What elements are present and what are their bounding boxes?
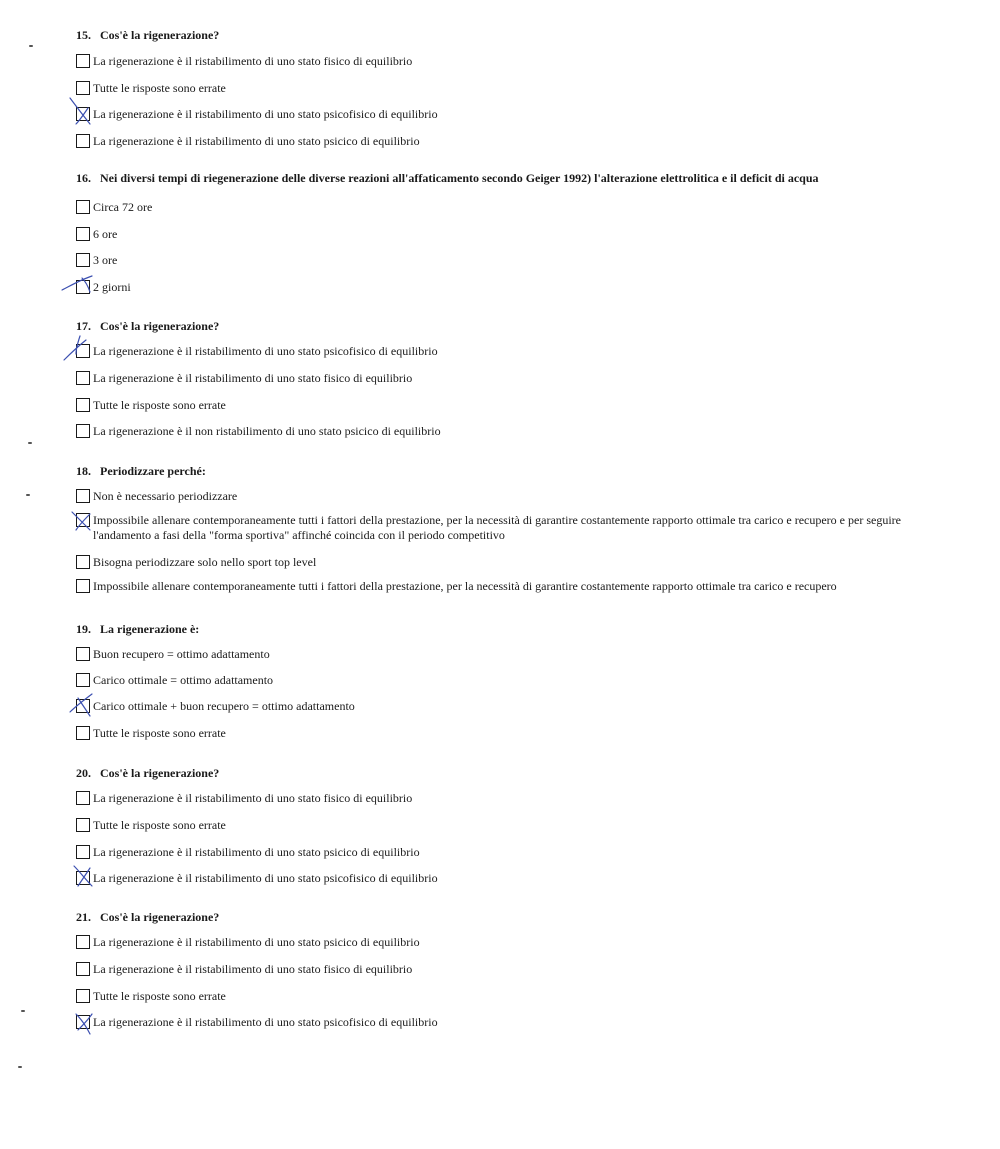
answer-option[interactable]: [76, 81, 926, 96]
answer-option[interactable]: [76, 424, 926, 439]
checkbox[interactable]: [76, 791, 90, 805]
answer-label: Tutte le risposte sono errate: [93, 81, 226, 95]
scan-speck: [18, 1066, 22, 1068]
answer-label: La rigenerazione è il ristabilimento di uno stato psicico di equilibrio: [93, 935, 420, 949]
question-number: 17.: [76, 319, 91, 333]
answer-option[interactable]: [76, 54, 926, 69]
checkbox[interactable]: [76, 398, 90, 412]
answer-label: La rigenerazione è il ristabilimento di uno stato psicofisico di equilibrio: [93, 871, 438, 885]
question-text: La rigenerazione è:: [100, 622, 200, 636]
answer-label: 3 ore: [93, 253, 118, 267]
answer-option[interactable]: [76, 555, 926, 570]
answer-option[interactable]: [76, 699, 926, 714]
answer-option[interactable]: [76, 726, 926, 741]
answer-label: La rigenerazione è il ristabilimento di uno stato psicofisico di equilibrio: [93, 107, 438, 121]
answer-label: La rigenerazione è il ristabilimento di uno stato psicofisico di equilibrio: [93, 344, 438, 358]
scan-speck: [28, 442, 32, 444]
answer-label: 2 giorni: [93, 280, 131, 294]
scan-speck: [21, 1010, 25, 1012]
answer-label: Circa 72 ore: [93, 200, 153, 214]
answer-label: Tutte le risposte sono errate: [93, 726, 226, 740]
answer-option[interactable]: [76, 935, 926, 950]
answer-option[interactable]: [76, 871, 926, 886]
question-15-title: [76, 28, 219, 43]
pen-check-mark: [66, 692, 96, 718]
answer-label: Carico ottimale = ottimo adattamento: [93, 673, 274, 687]
answer-label: La rigenerazione è il ristabilimento di uno stato psicico di equilibrio: [93, 845, 420, 859]
question-number: 16.: [76, 171, 91, 185]
question-20-title: [76, 766, 219, 781]
pen-check-mark: [72, 1010, 98, 1036]
checkbox[interactable]: [76, 253, 90, 267]
checkbox[interactable]: [76, 555, 90, 569]
answer-label: Tutte le risposte sono errate: [93, 818, 226, 832]
answer-label: Tutte le risposte sono errate: [93, 398, 226, 412]
checkbox[interactable]: [76, 726, 90, 740]
question-text: Periodizzare perché:: [100, 464, 206, 478]
checkbox[interactable]: [76, 647, 90, 661]
answer-option[interactable]: [76, 513, 926, 543]
answer-option[interactable]: [76, 579, 926, 594]
scan-speck: [29, 45, 33, 47]
answer-label: La rigenerazione è il non ristabilimento di uno stato psicico di equilibrio: [93, 424, 441, 438]
answer-label: La rigenerazione è il ristabilimento di uno stato fisico di equilibrio: [93, 54, 413, 68]
answer-option[interactable]: [76, 200, 926, 215]
checkbox[interactable]: [76, 579, 90, 593]
answer-label: Tutte le risposte sono errate: [93, 989, 226, 1003]
checkbox[interactable]: [76, 54, 90, 68]
answer-label: La rigenerazione è il ristabilimento di uno stato psicico di equilibrio: [93, 134, 420, 148]
pen-check-mark: [70, 864, 96, 888]
pen-check-mark: [66, 96, 96, 126]
checkbox[interactable]: [76, 989, 90, 1003]
answer-option[interactable]: [76, 344, 926, 359]
question-number: 19.: [76, 622, 91, 636]
answer-option[interactable]: [76, 371, 926, 386]
checkbox[interactable]: [76, 962, 90, 976]
question-19-title: [76, 622, 199, 637]
answer-label: La rigenerazione è il ristabilimento di uno stato fisico di equilibrio: [93, 371, 413, 385]
answer-label: La rigenerazione è il ristabilimento di uno stato psicofisico di equilibrio: [93, 1015, 438, 1029]
question-number: 20.: [76, 766, 91, 780]
answer-option[interactable]: [76, 134, 926, 149]
answer-option[interactable]: [76, 673, 926, 688]
question-21-title: [76, 910, 219, 925]
answer-label: La rigenerazione è il ristabilimento di uno stato fisico di equilibrio: [93, 791, 413, 805]
answer-option[interactable]: [76, 280, 926, 295]
checkbox[interactable]: [76, 489, 90, 503]
answer-option[interactable]: [76, 791, 926, 806]
question-text: Cos'è la rigenerazione?: [100, 766, 220, 780]
checkbox[interactable]: [76, 845, 90, 859]
answer-option[interactable]: [76, 1015, 926, 1030]
checkbox[interactable]: [76, 227, 90, 241]
pen-check-mark: [62, 334, 92, 364]
question-text: Cos'è la rigenerazione?: [100, 319, 220, 333]
pen-check-mark: [60, 274, 96, 296]
pen-check-mark: [68, 508, 96, 532]
question-text: Nei diversi tempi di riegenerazione delle diverse reazioni all'affaticamento secondo Geiger 1992) l'alterazione elettrolitica e il deficit di acqua: [100, 171, 819, 185]
checkbox[interactable]: [76, 935, 90, 949]
checkbox[interactable]: [76, 200, 90, 214]
answer-label: Impossibile allenare contemporaneamente tutti i fattori della prestazione, per la necessità di garantire costantemente rapporto ottimale tra carico e recupero: [93, 579, 837, 593]
answer-option[interactable]: [76, 845, 926, 860]
question-text: Cos'è la rigenerazione?: [100, 28, 220, 42]
answer-label: Buon recupero = ottimo adattamento: [93, 647, 270, 661]
answer-label: Impossibile allenare contemporaneamente tutti i fattori della prestazione, per la necessità di garantire costantemente rapporto ottimale tra carico e recupero e per seguire l'andamento a fasi della "forma sportiva" affinché coincida con il periodo competitivo: [93, 513, 901, 542]
answer-option[interactable]: [76, 989, 926, 1004]
question-18-title: [76, 464, 206, 479]
checkbox[interactable]: [76, 818, 90, 832]
checkbox[interactable]: [76, 371, 90, 385]
question-number: 15.: [76, 28, 91, 42]
question-number: 18.: [76, 464, 91, 478]
checkbox[interactable]: [76, 673, 90, 687]
question-number: 21.: [76, 910, 91, 924]
answer-option[interactable]: [76, 647, 926, 662]
answer-label: Bisogna periodizzare solo nello sport top level: [93, 555, 317, 569]
scan-speck: [26, 494, 30, 496]
answer-label: Carico ottimale + buon recupero = ottimo adattamento: [93, 699, 355, 713]
answer-option[interactable]: [76, 107, 926, 122]
answer-option[interactable]: [76, 398, 926, 413]
answer-option[interactable]: [76, 227, 926, 242]
answer-label: Non è necessario periodizzare: [93, 489, 238, 503]
answer-option[interactable]: [76, 962, 926, 977]
answer-label: La rigenerazione è il ristabilimento di uno stato fisico di equilibrio: [93, 962, 413, 976]
answer-option[interactable]: [76, 489, 926, 504]
checkbox[interactable]: [76, 134, 90, 148]
checkbox[interactable]: [76, 81, 90, 95]
question-text: Cos'è la rigenerazione?: [100, 910, 220, 924]
answer-label: 6 ore: [93, 227, 118, 241]
question-16-title: [76, 171, 819, 186]
answer-option[interactable]: [76, 253, 926, 268]
answer-option[interactable]: [76, 818, 926, 833]
checkbox[interactable]: [76, 424, 90, 438]
question-17-title: [76, 319, 219, 334]
